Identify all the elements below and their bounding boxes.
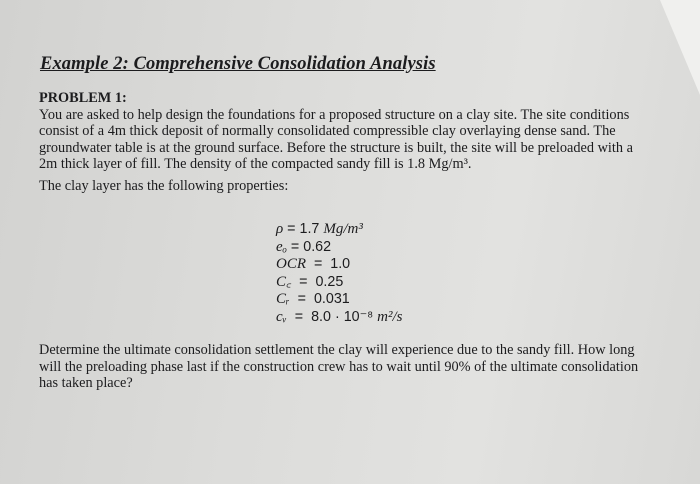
- equation-symbol: OCR: [276, 256, 306, 273]
- page-title: Example 2: Comprehensive Consolidation Analysis: [40, 54, 436, 74]
- equation-op: =: [289, 291, 314, 308]
- equation-op: =: [286, 308, 312, 325]
- problem-heading: PROBLEM 1:: [39, 90, 127, 106]
- problem-paragraph: You are asked to help design the foundations for a proposed structure on a clay site. The site conditions consist of a 4m thick deposit of normally consolidated compressible clay overlaying dense sand. The groundwater table is at the ground surface. Before the structure is built, the site will be preloaded with a 2m thick layer of fill. The density of the compacted sandy fill is 1.8 Mg/m³.: [39, 106, 633, 172]
- equation-unit: Mg/m³: [323, 221, 363, 237]
- equation-symbol: ρ: [276, 221, 284, 237]
- equation-op: =: [306, 256, 331, 273]
- equation-value: 1.0: [330, 256, 351, 273]
- equation-symbol: cᵥ: [276, 308, 287, 325]
- equation-op: =: [291, 273, 316, 290]
- property-equation: [276, 291, 403, 309]
- equation-symbol: C꜀: [276, 273, 292, 290]
- property-equation: [276, 221, 403, 239]
- equation-unit: m²/s: [377, 308, 403, 325]
- equation-op: =: [283, 221, 300, 237]
- page-corner: [660, 0, 700, 95]
- property-equation: [276, 309, 403, 327]
- property-equation: [276, 274, 403, 292]
- property-equations: [276, 221, 403, 327]
- properties-intro: The clay layer has the following properties:: [39, 177, 289, 194]
- equation-value: 0.62: [303, 238, 332, 255]
- equation-symbol: eₒ: [276, 238, 287, 255]
- equation-value: 0.25: [315, 273, 344, 290]
- property-equation: [276, 256, 403, 274]
- equation-value: 0.031: [313, 291, 350, 308]
- equation-symbol: Cᵣ: [276, 291, 290, 308]
- equation-op: =: [286, 238, 304, 255]
- equation-value: 1.7: [299, 221, 324, 237]
- property-equation: [276, 239, 403, 257]
- equation-value: 8.0 · 10⁻⁸: [311, 308, 378, 325]
- problem-body: [39, 90, 654, 194]
- question-text: Determine the ultimate consolidation settlement the clay will experience due to the sandy fill. How long will the preloading phase last if the construction crew has to wait until 90% of the ultimate consolidation has taken place?: [39, 342, 639, 391]
